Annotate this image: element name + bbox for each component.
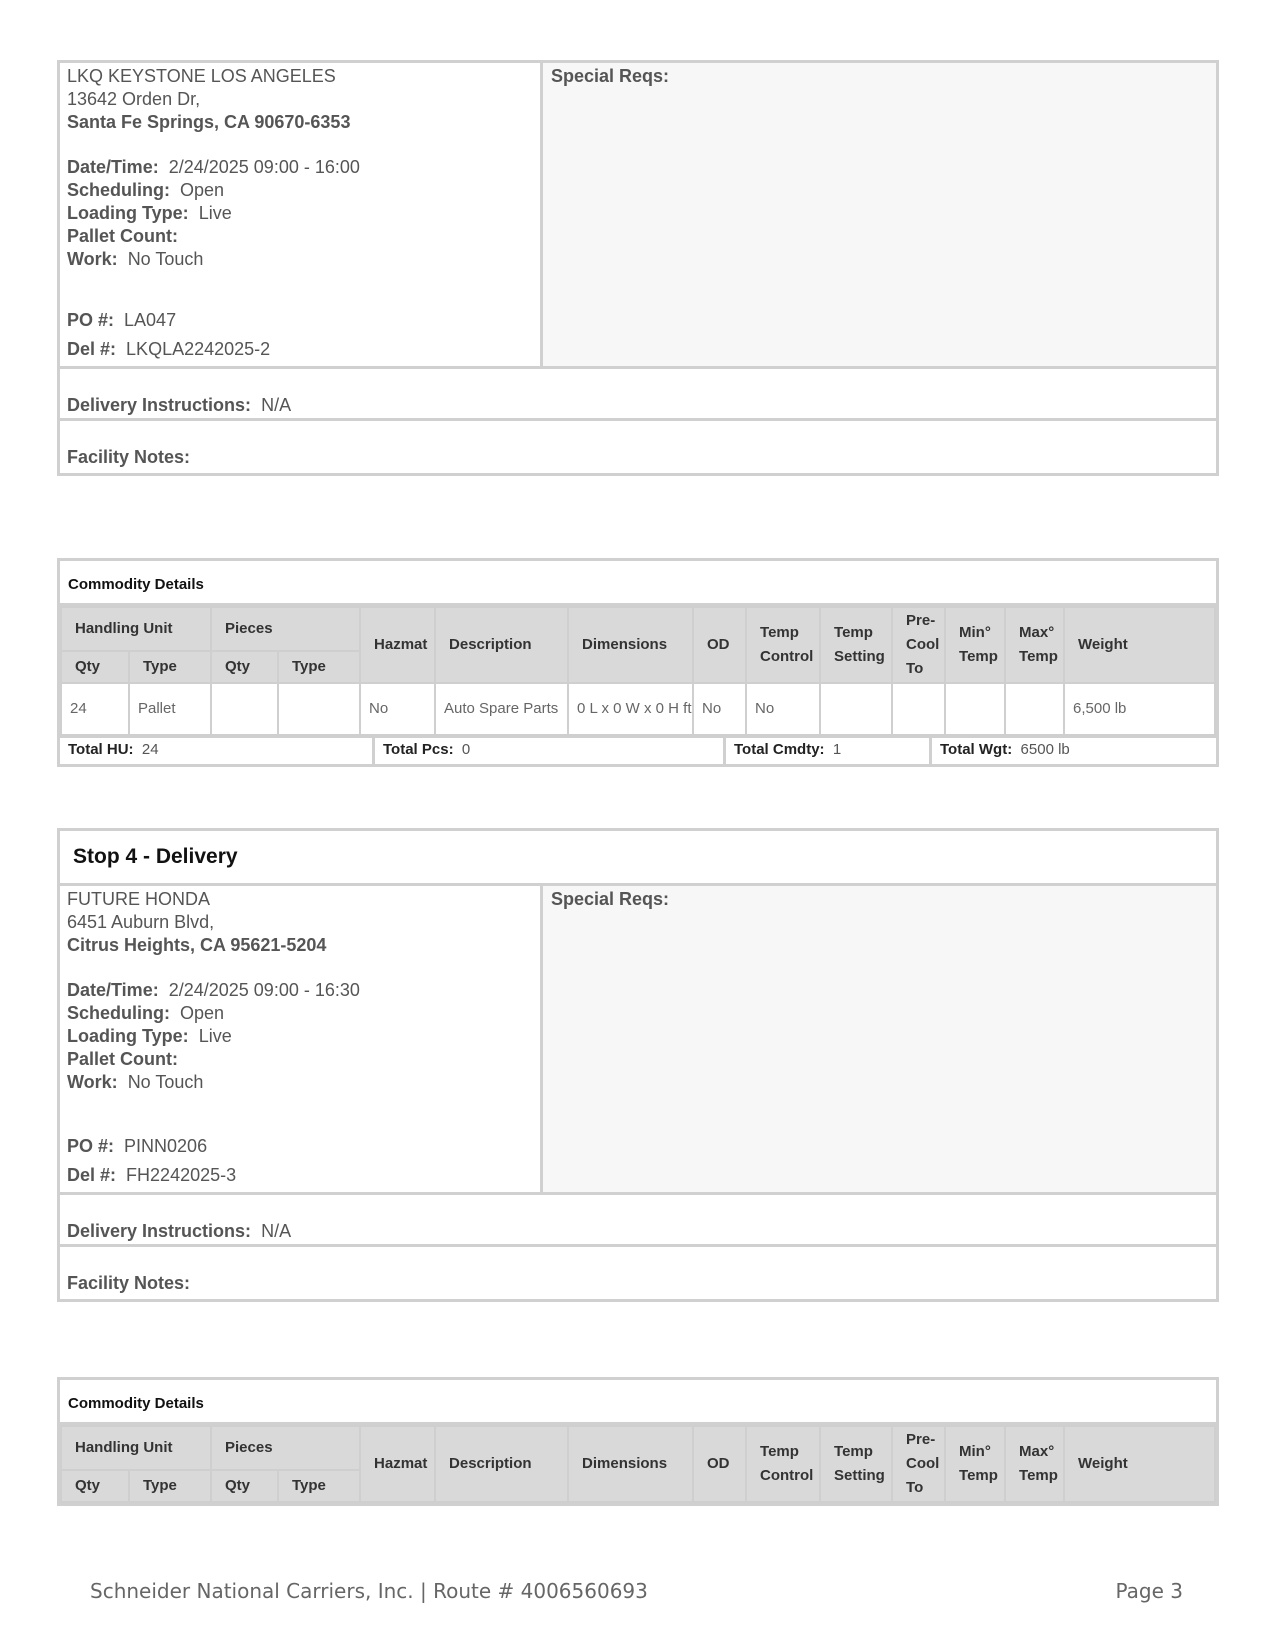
- work-value: No Touch: [127, 249, 204, 269]
- cell-temp-setting: [820, 683, 892, 735]
- del-line: [67, 1161, 236, 1190]
- work-label: Work:: [67, 249, 118, 269]
- loading-value: Live: [198, 203, 232, 223]
- loading-label: Loading Type:: [67, 1026, 189, 1046]
- loading-line: [67, 1025, 540, 1048]
- cell-precool: [892, 683, 945, 735]
- scheduling-line: [67, 179, 540, 202]
- cell-description: Auto Spare Parts: [435, 683, 568, 735]
- po-block: [67, 306, 270, 364]
- commodity-details-2: [57, 1377, 1219, 1506]
- loading-line: [67, 202, 540, 225]
- header-precool: Pre-Cool To: [892, 607, 945, 683]
- pallet-count-label: Pallet Count:: [67, 1049, 178, 1069]
- work-value: No Touch: [127, 1072, 204, 1092]
- delivery-instructions: [60, 369, 1216, 421]
- footer-page-number: Page 3: [1115, 1579, 1183, 1603]
- datetime-line: [67, 156, 540, 179]
- table-row: [61, 683, 1215, 735]
- instructions-label: Delivery Instructions:: [67, 395, 252, 415]
- header-hu-type: Type: [129, 1470, 211, 1502]
- cell-hu-qty: 24: [61, 683, 129, 735]
- stop-address-row: [60, 63, 1216, 369]
- del-value: FH2242025-3: [126, 1165, 237, 1185]
- header-dimensions: Dimensions: [568, 1426, 693, 1502]
- header-precool: Pre-Cool To: [892, 1426, 945, 1502]
- header-min-temp: Min° Temp: [945, 607, 1005, 683]
- po-value: PINN0206: [124, 1136, 208, 1156]
- commodity-totals: [60, 736, 1216, 764]
- total-wgt-value: 6500 lb: [1020, 741, 1070, 758]
- cell-pc-type: [278, 683, 360, 735]
- header-temp-control: Temp Control: [746, 1426, 820, 1502]
- total-pcs: [375, 738, 726, 764]
- header-max-temp: Max° Temp: [1005, 1426, 1064, 1502]
- cell-od: No: [693, 683, 746, 735]
- work-line: [67, 1071, 540, 1094]
- stop-3-block: [57, 60, 1219, 476]
- header-handling-unit: Handling Unit: [61, 1426, 211, 1470]
- po-label: PO #:: [67, 1136, 115, 1156]
- header-handling-unit: Handling Unit: [61, 607, 211, 651]
- stop-address: [60, 886, 543, 1192]
- header-hu-qty: Qty: [61, 651, 129, 683]
- work-line: [67, 248, 540, 271]
- scheduling-label: Scheduling:: [67, 1003, 170, 1023]
- cell-hazmat: No: [360, 683, 435, 735]
- total-cmdty-value: 1: [832, 741, 842, 758]
- header-max-temp: Max° Temp: [1005, 607, 1064, 683]
- header-description: Description: [435, 607, 568, 683]
- header-pc-qty: Qty: [211, 1470, 278, 1502]
- commodity-title: Commodity Details: [60, 1380, 1216, 1425]
- total-hu: [60, 738, 375, 764]
- header-min-temp: Min° Temp: [945, 1426, 1005, 1502]
- city-line: Santa Fe Springs, CA 90670-6353: [67, 112, 351, 132]
- facility-notes-label: Facility Notes:: [67, 1273, 191, 1293]
- po-line: [67, 306, 270, 335]
- total-wgt-label: Total Wgt:: [940, 741, 1013, 758]
- header-pc-type: Type: [278, 651, 360, 683]
- special-reqs-label: Special Reqs:: [551, 889, 670, 909]
- del-value: LKQLA2242025-2: [126, 339, 271, 359]
- commodity-title: Commodity Details: [60, 561, 1216, 606]
- total-hu-value: 24: [141, 741, 159, 758]
- header-pieces: Pieces: [211, 1426, 360, 1470]
- po-label: PO #:: [67, 310, 115, 330]
- datetime-value: 2/24/2025 09:00 - 16:30: [168, 980, 360, 1000]
- city-line: Citrus Heights, CA 95621-5204: [67, 935, 327, 955]
- header-hazmat: Hazmat: [360, 607, 435, 683]
- header-description: Description: [435, 1426, 568, 1502]
- total-pcs-label: Total Pcs:: [383, 741, 454, 758]
- facility-name: LKQ KEYSTONE LOS ANGELES: [67, 66, 336, 86]
- scheduling-line: [67, 1002, 540, 1025]
- instructions-label: Delivery Instructions:: [67, 1221, 252, 1241]
- cell-temp-control: No: [746, 683, 820, 735]
- cell-weight: 6,500 lb: [1064, 683, 1215, 735]
- header-hazmat: Hazmat: [360, 1426, 435, 1502]
- total-hu-label: Total HU:: [68, 741, 134, 758]
- total-pcs-value: 0: [461, 741, 471, 758]
- facility-notes: [60, 1247, 1216, 1299]
- stop-title: Stop 4 - Delivery: [60, 831, 1216, 886]
- facility-notes: [60, 421, 1216, 473]
- po-line: [67, 1132, 236, 1161]
- stop-address: [60, 63, 543, 366]
- commodity-details-1: [57, 558, 1219, 767]
- special-reqs-panel: [543, 886, 1216, 1192]
- del-label: Del #:: [67, 339, 117, 359]
- header-temp-setting: Temp Setting: [820, 607, 892, 683]
- datetime-label: Date/Time:: [67, 157, 159, 177]
- header-hu-type: Type: [129, 651, 211, 683]
- loading-value: Live: [198, 1026, 232, 1046]
- del-label: Del #:: [67, 1165, 117, 1185]
- footer-company-route: Schneider National Carriers, Inc. | Route # 4006560693: [90, 1579, 648, 1603]
- datetime-line: [67, 979, 540, 1002]
- commodity-table: [60, 1425, 1216, 1503]
- del-line: [67, 335, 270, 364]
- header-pc-type: Type: [278, 1470, 360, 1502]
- commodity-table: [60, 606, 1216, 736]
- stop-address-row: [60, 886, 1216, 1195]
- datetime-value: 2/24/2025 09:00 - 16:00: [168, 157, 360, 177]
- header-temp-setting: Temp Setting: [820, 1426, 892, 1502]
- total-wgt: [932, 738, 1216, 764]
- total-cmdty-label: Total Cmdty:: [734, 741, 825, 758]
- cell-max-temp: [1005, 683, 1064, 735]
- scheduling-value: Open: [180, 1003, 225, 1023]
- facility-notes-label: Facility Notes:: [67, 447, 191, 467]
- header-od: OD: [693, 607, 746, 683]
- po-value: LA047: [124, 310, 177, 330]
- delivery-instructions: [60, 1195, 1216, 1247]
- total-cmdty: [726, 738, 932, 764]
- street-address: 13642 Orden Dr,: [67, 89, 201, 109]
- cell-pc-qty: [211, 683, 278, 735]
- header-temp-control: Temp Control: [746, 607, 820, 683]
- header-od: OD: [693, 1426, 746, 1502]
- cell-min-temp: [945, 683, 1005, 735]
- header-pieces: Pieces: [211, 607, 360, 651]
- cell-dimensions: 0 L x 0 W x 0 H ft: [568, 683, 693, 735]
- po-block: [67, 1132, 236, 1190]
- header-pc-qty: Qty: [211, 651, 278, 683]
- scheduling-label: Scheduling:: [67, 180, 170, 200]
- stop-4-block: [57, 828, 1219, 1302]
- header-weight: Weight: [1064, 1426, 1215, 1502]
- special-reqs-panel: [543, 63, 1216, 366]
- header-dimensions: Dimensions: [568, 607, 693, 683]
- instructions-value: N/A: [261, 395, 292, 415]
- instructions-value: N/A: [261, 1221, 292, 1241]
- header-hu-qty: Qty: [61, 1470, 129, 1502]
- work-label: Work:: [67, 1072, 118, 1092]
- scheduling-value: Open: [180, 180, 225, 200]
- facility-name: FUTURE HONDA: [67, 889, 210, 909]
- cell-hu-type: Pallet: [129, 683, 211, 735]
- loading-label: Loading Type:: [67, 203, 189, 223]
- pallet-count-label: Pallet Count:: [67, 226, 178, 246]
- street-address: 6451 Auburn Blvd,: [67, 912, 215, 932]
- header-weight: Weight: [1064, 607, 1215, 683]
- datetime-label: Date/Time:: [67, 980, 159, 1000]
- special-reqs-label: Special Reqs:: [551, 66, 670, 86]
